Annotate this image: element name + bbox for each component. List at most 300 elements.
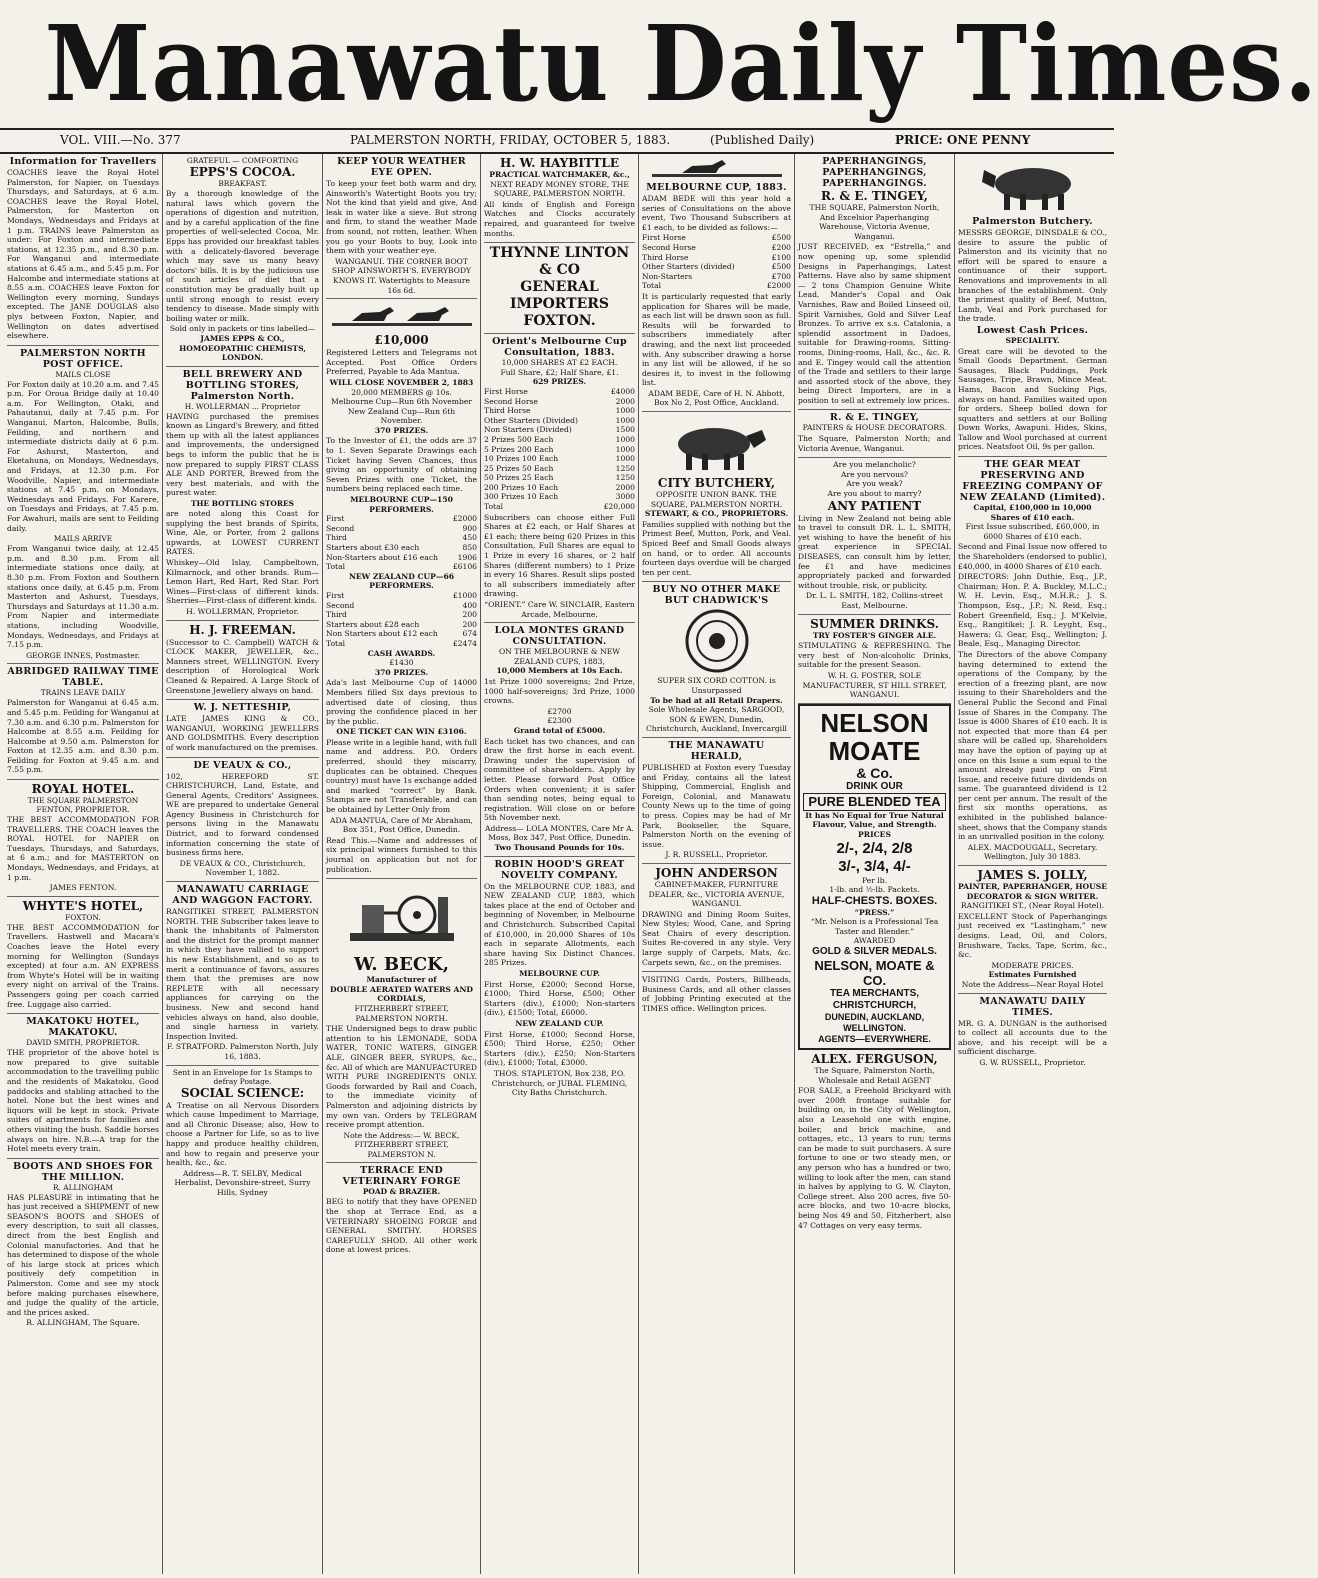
manawatu-herald-ad [642, 738, 791, 864]
body-text: COACHES leave the Royal Hotel Palmerston, for Napier, on Tuesdays Thursdays, and Saturdays, at 6 a.m. COACHES leave the Royal Hotel, Palmerston, for Masterton on Mondays, Wednesdays and Fridays at 1 p.m. TRAINS leave Palmerston as under: For Foxton and intermediate stations, at 12.35 p.m., and 8.30 p.m. For Wanganui and intermediate stations at 6.45 a.m., and 5.45 p.m. For Halcombe and intermediate stations at 8.55 a.m. COACHES leave Foxton for Wellington every morning, Sundays excepted. The JANE DOUGLAS also plys between Foxton, Napier, and Wellington on dates advertised elsewhere. [7, 168, 159, 341]
prize-label: First [326, 514, 345, 524]
signature: ADA MANTUA, Care of Mr Abraham, Box 351, Post Office, Dunedin. [330, 815, 473, 835]
heading: DE VEAUX & CO., [193, 759, 292, 771]
signature: W. H. G. FOSTER, SOLE MANUFACTURER, ST HILL STREET, WANGANUI. [802, 670, 947, 700]
prize-amount: 900 [462, 523, 477, 533]
heading: ROYAL HOTEL. [31, 782, 135, 797]
advertiser-name: R. ALLINGHAM [52, 1182, 114, 1192]
orient-consultation-ad [484, 334, 635, 623]
agents: Sole Wholesale Agents, SARGOOD, SON & EWEN, Dunedin, Christchurch, Auckland, Invercargill [646, 705, 787, 734]
prize-label: First [326, 590, 345, 600]
prize-amount: 400 [462, 600, 477, 610]
chadwicks-cotton-ad [642, 582, 791, 738]
prize-row [326, 514, 477, 524]
subheading: Lowest Cash Prices. [976, 324, 1089, 336]
heading: PALMERSTON NORTH POST OFFICE. [20, 347, 146, 370]
daily-times-notice [958, 994, 1107, 1071]
heading: MELBOURNE CUP, 1883. [646, 182, 787, 193]
body-text: Registered Letters and Telegrams not Accepted. Post Office Orders Preferred, Payable to Ada Mantua. [326, 348, 477, 377]
subheading: CABINET-MAKER, FURNITURE DEALER, &c., VICTORIA AVENUE, WANGANUI. [648, 879, 785, 909]
press-quote: “Mr. Nelson is a Professional Tea Taster and Blender.” [810, 917, 939, 936]
body-text: MESSRS GEORGE, DINSDALE & CO., desire to assure the public of Palmerston and its vicinity that no effort will be spared to ensure a continuance of their support. Renovations and improvements in all branches of the establishment. Only the primest quality of Beef, Mutton, Lamb, Veal and Pork purchased for the trade. [958, 228, 1107, 324]
tagline: Sent in an Envelope for 1s Stamps to defray Postage. [172, 1067, 313, 1086]
prize-label: Starters about £28 each [326, 619, 420, 629]
body-text: 1st Prize 1000 sovereigns; 2nd Prize, 1000 half-sovereigns; 3rd Prize, 1000 crowns. [484, 676, 635, 706]
body-text: To the Investor of £1, the odds are 37 to 1. Seven Separate Drawings each Ticket having Seven Chances, thus giving an opportunity of obtaining Seven Prizes with one Ticket, the numbers being replaced each time. [326, 436, 477, 494]
adam-bede-consultation-ad [642, 154, 791, 412]
body-text: DRAWING and Dining Room Suites, New Styles; Wood, Cane, and Spring Seat Chairs of every description. Suites Re-covered in any style. Very large supply of Carpets, Mats, &c. Carpets sewn, &c., on the premises. [642, 909, 791, 967]
makatoku-hotel-ad [7, 1014, 159, 1159]
subheading: MAILS ARRIVE [53, 534, 113, 544]
prize-table [326, 591, 477, 649]
subheading: MAILS CLOSE [55, 369, 111, 379]
prize-label: 300 Prizes 10 Each [484, 492, 559, 502]
heading: CITY BUTCHERY, [657, 476, 776, 491]
prize-row [326, 543, 477, 553]
prize-label: 200 Prizes 10 Each [484, 482, 559, 492]
body-text: (Successor to C. Campbell) WATCH & CLOCK MAKER, JEWELLER, &c., Manners street, WELLINGTON. Every description of Horological Work Cleaned & Repaired. A Large Stock of Greenstone Jewellery always on hand. [166, 637, 319, 695]
heading: KEEP YOUR WEATHER EYE OPEN. [337, 156, 466, 178]
heading: BUY NO OTHER MAKE BUT CHADWICK'S [652, 584, 781, 607]
prize-label: Non Starters about £12 each [326, 629, 438, 639]
body-text: MR. G. A. DUNGAN is the authorised to collect all accounts due to the above, and his receipt will be a sufficient discharge. [958, 1018, 1107, 1057]
issue-date: PALMERSTON NORTH, FRIDAY, OCTOBER 5, 1883. [350, 133, 671, 147]
prize-row [326, 553, 477, 563]
proprietor: H. WOLLERMAN ... Proprietor [184, 401, 301, 411]
prize-amount: £2474 [452, 638, 477, 648]
body-text: By a thorough knowledge of the natural laws which govern the operations of digestion and nutrition, and by a careful application of the fine properties of well-selected Cocoa, Mr. Epps has provided our breakfast tables with a delicately-flavored beverage which may save us many heavy doctors' bills. It is by the judicious use of such articles of diet that a constitution may be gradually built up until strong enough to resist every tendency to disease. Made simply with boiling water or milk. [166, 189, 319, 323]
prize-label: Third [326, 533, 347, 543]
body-text: It is particularly requested that early application for Shares will be made, as each list will be drawn soon as full. Results will be forwarded to subscribers immediately after drawing, and the next list proceeded with. Any subscriber drawing a horse in any list will be allowed, if he so desires it, to invest in the following list. [642, 291, 791, 388]
body-text: Living in New Zealand not being able to travel to consult DR. L. L. SMITH, yet wishing to have the benefit of his great experience in SPECIAL DISEASES, can consult him by letter, fee £1 and have medicines appropriately packed and forwarded without trouble, risk, or publicity. [798, 513, 951, 590]
heading: BELL BREWERY AND BOTTLING STORES, Palmerston North. [182, 368, 303, 402]
prize-label: Non Starters (Divided) [484, 425, 572, 435]
proprietor: FENTON, PROPRIETOR. [36, 805, 130, 815]
prize-row [326, 524, 477, 534]
price-unit: Per lb. [861, 875, 887, 885]
heading: TERRACE END VETERINARY FORGE [342, 1165, 461, 1188]
prize-table [326, 514, 477, 572]
tingey-painters-ad [798, 410, 951, 458]
body-text: PUBLISHED at Foxton every Tuesday and Friday, contains all the latest Shipping, Commercial, English and Foreign, Colonial, and Manawatu County News up to the time of going to press. Copies may be had of Mr Park, Bookseller, the Square, Palmerston North on the evening of issue. [642, 762, 791, 849]
prize-label: 10 Prizes 100 Each [484, 454, 559, 464]
heading: THYNNE LINTON & CO [489, 245, 630, 279]
epps-cocoa-ad [166, 154, 319, 367]
body-text: HAVING purchased the premises known as Lingard's Brewery, and fitted them up with all the latest appliances and improvements, the undersigned begs to inform the public that he is now prepared to supply FIRST CLASS ALE AND PORTER, Brewed from the very best materials, and with the purest water. [166, 411, 319, 498]
heading: Palmerston Butchery. [972, 216, 1093, 227]
prize-table [642, 233, 791, 291]
signature: ALEX. MACDOUGALL, Secretary. Wellington, July 30 1883. [967, 842, 1098, 862]
packets: 1-lb. and ½-lb. Packets. [829, 885, 920, 895]
subheading: GENERAL IMPORTERS [510, 279, 609, 313]
table-heading: NEW ZEALAND CUP—66 PERFORMERS. [348, 571, 455, 591]
prize-amount: 1000 [615, 415, 635, 425]
machinery-illustration-icon [342, 883, 462, 953]
post-office-notice [7, 346, 159, 665]
address: RANGITIKEI ST., (Near Royal Hotel). [960, 901, 1105, 911]
palmerston-butchery-ad [958, 154, 1107, 457]
column-2 [162, 154, 322, 1574]
boots-shoes-ad [7, 1159, 159, 1331]
prize-label: 50 Prizes 25 Each [484, 473, 554, 483]
body-text: Read This.—Name and addresses of six principal winners furnished to this journal on application but not for publication. [326, 835, 477, 874]
john-anderson-ad [642, 864, 791, 972]
subheading: PRACTICAL WATCHMAKER, &c., [489, 170, 630, 179]
city-butchery-ad [642, 412, 791, 582]
note: MODERATE PRICES. [991, 960, 1074, 970]
prize-amount: 2000 [615, 396, 635, 406]
travellers-notice [7, 154, 159, 346]
body-text: STIMULATING & REFRESHING. The very best of Non-alcoholic Drinks, suitable for the present Season. [798, 641, 951, 670]
masthead-title: Manawatu Daily Times. [44, 2, 1318, 125]
note: Note the Address—Near Royal Hotel [961, 979, 1104, 989]
haybittle-watchmaker-ad [484, 154, 635, 243]
prize-row [484, 425, 635, 435]
lola-montes-consultation-ad [484, 623, 635, 856]
members-count: 20,000 MEMBERS @ 10s. [351, 387, 452, 397]
prize-row [326, 601, 477, 611]
subheading: PAINTERS & HOUSE DECORATORS. [802, 423, 947, 433]
body-text: Please write in a legible hand, with full name and address. P.O. Orders preferred, should they miscarry, duplicates can be obtained. Cheques country) must have 1s exchange added and marked “correct” by Bank. Stamps are not Transferable, and can be obtained by Letter Only from [326, 737, 477, 815]
signature: H. WOLLERMAN, Proprietor. [186, 606, 299, 616]
address: THE SQUARE, Palmerston North, [809, 203, 940, 212]
closing-date: WILL CLOSE NOVEMBER 2, 1883 [329, 377, 474, 387]
race-date: New Zealand Cup—Run 6th November. [347, 406, 456, 426]
heading: MANAWATU CARRIAGE AND WAGGON FACTORY. [172, 884, 313, 907]
body-text: Ada's last Melbourne Cup of 14000 Members filled Six days previous to advertised date of closing, thus proving the confidence placed in her by the public. [326, 678, 477, 726]
prize-label: Other Starters (divided) [642, 262, 735, 272]
heading: ABRIDGED RAILWAY TIME TABLE. [7, 666, 159, 689]
body-text: Great care will be devoted to the Small Goods Department. German Sausages, Black Puddings, Pork Sausages, Tripe, Brawn, Mince Meat. Hams, Bacon and Sucking Pigs, always on hand. Families waited upon for orders. Sheep bolled down for squatters and settlers at our Bolling Down Works, Awapuni. Hides, Skins, Tallow and Wool purchased at current prices. Neatsfoot Oil, 9s per gallon. [958, 346, 1107, 452]
signature: Dr. L. L. SMITH, 182, Collins-street East, Melbourne. [806, 591, 943, 610]
prize-row [484, 445, 635, 455]
prize-amount: 1250 [615, 463, 635, 473]
address: FITZHERBERT STREET, PALMERSTON NORTH. [354, 1003, 449, 1023]
prize-amount: £500 [771, 262, 791, 272]
cities: DUNEDIN, AUCKLAND, WELLINGTON. [824, 1012, 925, 1034]
prize-label: Third Horse [484, 406, 531, 416]
grand-total: Grand total of £5000. [513, 725, 606, 735]
body-text: THE Undersigned begs to draw public attention to his LEMONADE, SODA WATER, TONIC WATERS, GINGER ALE, GINGER BEER, SYRUPS, &c., &c. All of which are MANUFACTURED WITH PURE INGREDIENTS ONLY. Goods forwarded by Rail and Coach, to the immediate vicinity of Palmerston and adjoining districts by my own van. Orders by TELEGRAM receive prompt attention. [326, 1024, 477, 1130]
prize-label: Total [326, 562, 346, 572]
prize-row [484, 416, 635, 426]
body-text: Subscribers can choose either Full Shares at £2 each, or Half Shares at £1 each; there being 620 Prizes in this Consultation, Full Shares are equal to 1 Prize in every 16 shares, or 2 half Shares (different numbers) to 1 Prize in every 16 Shares. Result slips posted to all subscribers immediately after drawing. [484, 512, 635, 599]
prize-label: First Horse [642, 233, 686, 243]
prices-label: PRICES [858, 829, 891, 839]
body-text: FOR SALE, a Freehold Brickyard with over 200ft frontage suitable for building on, in the City of Wellington, also a Leasehold one with engine, boiler, and brick machine, and cottages, etc., 13 years to run; terms can be made to suit purchasers. A sure fortune to one or two steady men, or any person who has a hundred or two, willing to look after the men, can stand in halves by applying to G. W. Clayton, College street. Also 200 acres, five 50-acre blocks, and two 10-acre blocks, being Nos 49 and 50, Fitzherbert, also 47 Cottages on very easy terms. [798, 1086, 951, 1230]
robin-hood-company-ad [484, 857, 635, 1101]
signature: JAMES FENTON. [49, 883, 117, 893]
dateline-bar [0, 128, 1114, 154]
prize-row [484, 454, 635, 464]
prize-amount: £200 [771, 242, 791, 252]
heading: BOOTS AND SHOES FOR THE MILLION. [13, 1160, 153, 1183]
body-text: JUST RECEIVED, ex “Estrella,” and now opening up, some splendid Designs in Paperhangings, Latest Patterns. Have also by same shipment— 2 tons Champion Genuine White Lead, Mander's Copal and Oak Varnishes, Raw and Boiled Linseed oil, Spirit Varnishes, Gold and Silver Leaf Bronzes. To arrive ex s.s. Catalonia, a splendid assortment in Dadoes, suitable for Drawing-rooms, Sitting-rooms, Dining-rooms, Hall, &c., &c. R. and E. Tingey would call the attention of the Trade and settlers to their large and assorted stock of the above, they being Direct Importers, are in a position to sell at extremely low prices. [798, 242, 951, 405]
prize-label: Non-Starters [642, 271, 693, 281]
body-text: First Horse, £1000; Second Horse, £500; Third Horse, £250; Other Starters (div.), £250; Non-Starters (div.), £1000; Total, £3000. [484, 1029, 635, 1068]
publication-frequency: (Published Daily) [710, 133, 815, 147]
prize-row [642, 243, 791, 253]
prize-label: Second [326, 523, 355, 533]
press-label: “PRESS.” [854, 907, 895, 917]
body-text: Families supplied with nothing but the Primest Beef, Mutton, Pork, and Veal. Spiced Beef and Small Goods always on hand, or to order. All accounts fourteen days overdue will be charged ten per cent. [642, 519, 791, 577]
heading: ALEX. FERGUSON, [811, 1052, 938, 1067]
body-text: LATE JAMES KING & CO., WANGANUI, WORKING JEWELLERS AND GOLDSMITHS. Every description of work manufactured on the premises. [166, 714, 319, 752]
body-text: RANGITIKEI STREET, PALMERSTON NORTH. THE Subscriber takes leave to thank the inhabitants of Palmerston and the district for the prompt manner in which they have rallied to support his new Establishment, and so as to merit a continuance of favors, assures them that the premises are now REPLETE with all necessary appliances for carrying on the business. New and second hand vehicles always on hand, also double, and single harness in variety. Inspection Invited. [166, 907, 319, 1041]
heading: SOCIAL SCIENCE: [180, 1085, 305, 1100]
medals: GOLD & SILVER MEDALS. [812, 946, 937, 958]
business-type: TEA MERCHANTS, [829, 988, 920, 1000]
signature: GEORGE INNES, Postmaster. [26, 650, 140, 660]
freeman-jeweller-ad [166, 621, 319, 701]
prize-row [484, 483, 635, 493]
members-count: 10,000 Members at 10s Each. [496, 666, 623, 676]
subheading: WANGANUI. THE CORNER BOOT SHOP AINSWORTH'S. EVERYBODY KNOWS IT. Watertights to Measure 16s 6d. [331, 256, 472, 295]
prize-label: Total [326, 638, 346, 648]
heading: SUMMER DRINKS. [810, 616, 939, 631]
prize-label: Other Starters (Divided) [484, 415, 578, 425]
signature: ADAM BEDE, Care of H. N. Abbott, Box No 2, Post Office, Auckland. [648, 388, 785, 408]
subheading: SUPER SIX CORD COTTON. is Unsurpassed [657, 676, 776, 695]
prize-amount: 200 [462, 610, 477, 620]
prize-amount: 1000 [615, 444, 635, 454]
heading: JOHN ANDERSON [655, 865, 778, 880]
prize-label: Total [642, 281, 662, 291]
share-price: Full Share, £2; Half Share, £1. [500, 367, 619, 377]
prize-row [484, 502, 635, 512]
prize-row [326, 533, 477, 543]
royal-hotel-ad [7, 780, 159, 897]
ainsworth-boots-ad [326, 154, 477, 299]
price-row-2: 3/-, 3/4, 4/- [838, 857, 911, 875]
retail-note: To be had at all Retail Drapers. [650, 695, 783, 705]
prize-label: Total [484, 502, 504, 512]
prize-amount: 1500 [615, 425, 635, 435]
subheading: ON THE MELBOURNE & NEW ZEALAND CUPS, 1883, [498, 647, 621, 666]
signature: THOS. STAPLETON, Box 238, P.O. Christchurch, or JUBAL FLEMING, City Baths Christchurch. [491, 1068, 628, 1098]
body-text: The Directors of the above Company having determined to extend the operations of the Company, by the erection of a freezing plant, are now issuing to their Shareholders and the General Public the Second and Final Issue of Shares in the Company. The Issue is 4000 Shares of £10 each. It is not expected that more than £4 per share will be called up. Shareholders may have the option of paying up at once on this Issue a sum equal to the amount already paid up on First Issue, and receive future dividends on same. The guaranteed dividend is 12 per cent per annum. The result of the first six months operations, as exhibited in the published balance-sheet, shows that the Company stands in an unrivalled position in the colony. [958, 649, 1107, 842]
body-text: HAS PLEASURE in intimating that he has just received a SHIPMENT of new SEASON'S BOOTS and SHOES of every description, to suit all classes, direct from the best English and Colonial manufactories. And that he has determined to dispose of the whole of his large stock at prices which positively defy competition in Palmerston. Come and see my stock before making purchases elsewhere, and judge the quality of the article, and the prices asked. [7, 1192, 159, 1317]
prize-amount: 1000 [615, 434, 635, 444]
subheading: TRAINS LEAVE DAILY [40, 688, 126, 698]
beck-aerated-waters-ad [326, 879, 477, 1163]
prize-row [484, 492, 635, 502]
gear-meat-company-ad [958, 457, 1107, 866]
heading: W. J. NETTESHIP, [193, 702, 292, 714]
prize-label: First Horse [484, 386, 528, 396]
total-2: £2300 [547, 716, 572, 726]
prize-row [484, 397, 635, 407]
subheading: THE BOTTLING STORES [191, 499, 294, 509]
prize-label: Starters about £30 each [326, 543, 420, 552]
heading: PAPERHANGINGS, PAPERHANGINGS, PAPERHANGINGS. [822, 156, 927, 189]
signature: Address— LOLA MONTES, Care Mr A. Moss, Box 347, Post Office, Dunedin. [485, 823, 634, 843]
body-text: EXCELLENT Stock of Paperhangings just received ex “Lastingham,” new designs. Lead, Oil, and Colors, Brushware, Tacks, Tape, Scrim, &c., &c. [958, 911, 1107, 960]
prize-label: 2 Prizes 500 Each [484, 434, 554, 444]
body-text: ADAM BEDE will this year hold a series of Consultations on the above event, Two Thousand Subscribers at £1 each, to be divided as follows:— [642, 194, 791, 232]
capital: Capital, £100,000 in 10,000 Shares of £10 each. [973, 503, 1092, 522]
ada-mantua-consultation [326, 299, 477, 879]
column-5 [638, 154, 794, 1574]
total-1: £2700 [547, 706, 572, 716]
prize-amount: £10,000 [374, 333, 429, 348]
chests: HALF-CHESTS. BOXES. [811, 894, 938, 907]
prize-amount: £500 [771, 233, 791, 243]
town: FOXTON. [523, 313, 596, 330]
bull-illustration-icon [662, 416, 772, 474]
prize-count: 370 PRIZES. [374, 667, 429, 677]
signature: “ORIENT.” Care W. SINCLAIR, Eastern Arcade, Melbourne. [484, 600, 635, 619]
prize-amount: £6106 [452, 562, 477, 572]
prize-row [484, 406, 635, 416]
subheading: POAD & BRAZIER. [362, 1187, 441, 1197]
prize-row [642, 272, 791, 282]
prize-amount: £4000 [610, 386, 635, 396]
prize-row [326, 591, 477, 601]
body-text: All kinds of English and Foreign Watches and Clocks accurately repaired, and guaranteed for twelve months. [484, 199, 635, 238]
product-list: Whiskey—Old Islay, Campbeltown, Kilmarnock, and other brands. Rum—Lemon Hart, Red Hart, Red Star. Port Wines—First-class of different kinds. Sherries—First-class of different kinds. [166, 558, 319, 606]
prize-amount: £700 [771, 271, 791, 281]
prize-amount: 1250 [615, 473, 635, 483]
body-text: Each ticket has two chances, and can draw the first horse in each event. Drawing under the supervision of committee of shareholders. Apply by letter. Please forward Post Office Orders when convenient; it is safer than sending notes, being equal to registration. Will close on or before 5th November next. [484, 736, 635, 823]
cotton-reel-seal-icon [684, 608, 750, 674]
prize-amount: 1906 [457, 552, 477, 562]
body-text: On the MELBOURNE CUP, 1883, and NEW ZEALAND CUP, 1883, which takes place at the end of October and beginning of November, in Melbourne and Christchurch. Subscribed Capital of £10,000, in 20,000 Shares of 10s each in separate Allotments, each share having Six Distinct Chances. 285 Prizes. [484, 881, 635, 968]
prize-label: 25 Prizes 50 Each [484, 463, 554, 473]
directors: DIRECTORS: John Duthie, Esq., J.P., Chairman; Hon. P. A. Buckley, M.L.C.; W. H. Levin, Esq., M.H.R.; J. S. Thompson, Esq., J.P.; N. Reid, Esq.; Robert Greenfield, Esq.; J. M'Kelvie, Esq., Rangitikei; J. R. Leyght, Esq., Hawera; G. Gear, Esq., Wellington; J. Beale, Esq., Managing Director. [958, 572, 1107, 649]
body-text: THE BEST ACCOMMODATION FOR TRAVELLERS. THE COACH leaves the ROYAL HOTEL for NAPIER on Tuesdays, Thursdays, and Saturdays, at 6 a.m.; and for MASTERTON on Mondays, Wednesdays, and Fridays, at 1 p.m. [7, 815, 159, 882]
address: NEXT READY MONEY STORE, THE SQUARE, PALMERSTON NORTH. [490, 179, 629, 199]
subheading: NEW ZEALAND CUP. [515, 1018, 604, 1028]
heading: W. BECK, [353, 954, 450, 976]
heading: NELSON MOATE [820, 707, 929, 766]
company-name: NELSON, MOATE & CO. [814, 958, 935, 989]
question: Are you about to marry? [827, 489, 922, 499]
heading: H. J. FREEMAN. [189, 622, 296, 637]
prize-amount: 3000 [615, 492, 635, 502]
whytes-hotel-ad [7, 897, 159, 1014]
heading: MAKATOKU HOTEL, MAKATOKU. [26, 1016, 140, 1039]
bull-illustration-icon [978, 158, 1088, 214]
heading: JAMES S. JOLLY, [977, 868, 1088, 883]
heading: MANAWATU DAILY TIMES. [979, 995, 1086, 1018]
race-date: Melbourne Cup—Run 6th November [331, 397, 472, 407]
nelson-moate-tea-ad [798, 704, 951, 1050]
prize-amount: 850 [462, 543, 477, 552]
signature: DE VEAUX & CO., Christchurch, November 1, 1882. [179, 858, 306, 878]
body-text: BEG to notify that they have OPENED the shop at Terrace End, as a VETERINARY SHOEING FORGE and GENERAL SMITHY. HORSES CAREFULLY SHOD. All other work done at lowest prices. [326, 1197, 477, 1255]
prize-row [484, 435, 635, 445]
first-issue: First Issue subscribed, £60,000, in 6000 Shares of £10 each. [965, 522, 1100, 541]
masthead [0, 0, 1318, 128]
prize-amount: £20,000 [603, 502, 635, 512]
dr-smith-ad [798, 458, 951, 614]
signature: R. ALLINGHAM, The Square. [26, 1318, 140, 1328]
printing-ad [642, 972, 791, 1017]
columns [4, 154, 1110, 1574]
column-6 [794, 154, 954, 1574]
column-7 [954, 154, 1110, 1574]
prize-row [326, 562, 477, 572]
prize-amount: 1000 [615, 454, 635, 464]
prize-row [326, 620, 477, 630]
prize-amount: 2000 [615, 482, 635, 492]
subheading: MELBOURNE CUP. [519, 969, 600, 978]
price: PRICE: ONE PENNY [895, 133, 1031, 147]
heading: Orient's Melbourne Cup Consultation, 1883. [492, 336, 627, 359]
ferguson-agent-ad [798, 1050, 951, 1234]
subheading: SPECIALITY. [1005, 335, 1060, 345]
prize-label: Third Horse [642, 252, 689, 262]
prize-row [642, 262, 791, 272]
prize-amount: £100 [771, 252, 791, 262]
signature: F. STRATFORD. Palmerston North, July 16, 1883. [166, 1042, 319, 1061]
jolly-painter-ad [958, 866, 1107, 994]
awarded-label: AWARDED [853, 936, 896, 946]
prize-row [326, 639, 477, 649]
agents: AGENTS—EVERYWHERE. [818, 1034, 931, 1045]
prize-label: Third [326, 610, 347, 620]
table-heading: MELBOURNE CUP—150 PERFORMERS. [350, 495, 453, 514]
prize-row [484, 387, 635, 397]
prize-row [326, 629, 477, 639]
body-text: First Horse, £2000; Second Horse, £1000; Third Horse, £500; Other Starters (div.), £1000; Non-starters (div.), £1500; Total, £6000. [484, 979, 635, 1018]
tagline: Two Thousand Pounds for 10s. [494, 843, 625, 853]
heading: THE GEAR MEAT PRESERVING AND FREEZING COMPANY OF NEW ZEALAND (Limited). [959, 459, 1106, 504]
tagline: GRATEFUL — COMFORTING [186, 156, 299, 165]
prize-count: 370 PRIZES. [374, 425, 429, 435]
address: OPPOSITE UNION BANK. THE SQUARE, PALMERSTON NORTH. [650, 490, 783, 509]
summer-drinks-ad [798, 615, 951, 704]
body-text: VISITING Cards, Posters, Billheads, Business Cards, and all other classes of Jobbing Printing executed at the TIMES office. Wellington prices. [642, 975, 791, 1014]
subheading: DRINK OUR [846, 780, 903, 792]
column-3 [322, 154, 480, 1574]
prize-label: 5 Prizes 200 Each [484, 444, 554, 454]
prize-amount: 200 [462, 619, 477, 629]
body-text: From Wanganui twice daily, at 12.45 p.m. and 8.30 p.m. From all intermediate stations once daily, at 8.30 p.m. From Foxton and Southern stations once daily, at 6.45 p.m. From Masterton and Ashurst, Tuesdays, Thursdays and Saturdays at 11.30 a.m. From Napier and intermediate stations, including Woodville, Mondays, Wednesdays, and Fridays at 7.15 p.m. [7, 544, 159, 650]
heading: Information for Travellers [9, 156, 157, 167]
thynne-linton-ad [484, 243, 635, 334]
body-text: Second and Final Issue now offered to the Shareholders (endorsed to public), £40,000, in 4000 Shares of £10 each. [958, 542, 1107, 571]
heading: THE MANAWATU HERALD, [668, 739, 765, 762]
prize-row [326, 610, 477, 620]
question: Are you melancholic? [833, 460, 916, 470]
prize-amount: £2000 [766, 281, 791, 291]
subheading: DOUBLE AERATED WATERS AND CORDIALS, [330, 984, 473, 1004]
prize-label: Non-Starters about £16 each [326, 552, 438, 562]
tingey-paperhangings-ad [798, 154, 951, 410]
column-4 [480, 154, 638, 1574]
de-veaux-agents-ad [166, 758, 319, 883]
subheading: THE SQUARE PALMERSTON [27, 796, 139, 806]
question: Are you weak? [846, 479, 903, 489]
racehorse-illustration-icon [652, 158, 782, 180]
social-science-ad [166, 1066, 319, 1201]
table-heading: CASH AWARDS. [367, 648, 436, 658]
subheading: PAINTER, PAPERHANGER, HOUSE DECORATOR & SIGN WRITER. [958, 882, 1108, 901]
price-row-1: 2/-, 2/4, 2/8 [836, 839, 913, 857]
proprietor: DAVID SMITH, PROPRIETOR. [26, 1038, 140, 1048]
prize-table [484, 387, 635, 512]
subheading: The Square, Palmerston North, Wholesale and Retail AGENT [814, 1066, 935, 1085]
veterinary-forge-ad [326, 1163, 477, 1259]
subheading: TRY FOSTER'S GINGER ALE. [812, 630, 937, 640]
heading: LOLA MONTES GRAND CONSULTATION. [494, 625, 625, 648]
prize-row [642, 281, 791, 291]
tagline: It has No Equal for True Natural Flavour, Value, and Strength. [805, 810, 944, 830]
bell-brewery-ad [166, 367, 319, 621]
heading: WHYTE'S HOTEL, [22, 898, 144, 913]
